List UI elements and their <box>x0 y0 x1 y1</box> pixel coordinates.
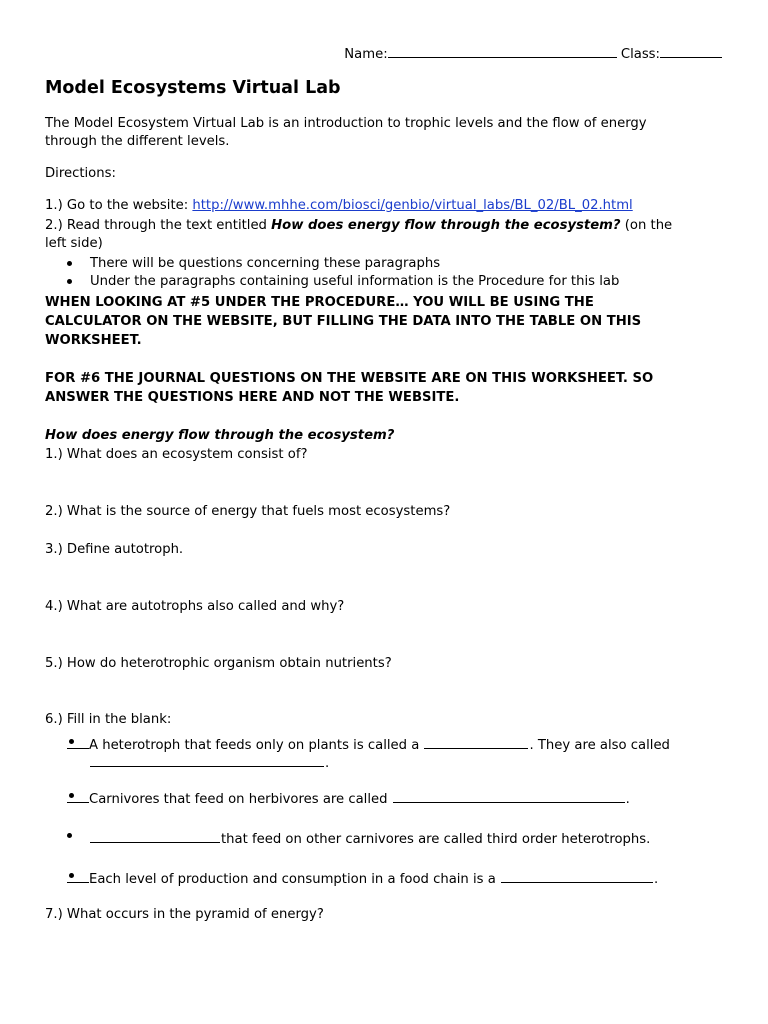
directions-label: Directions: <box>45 166 116 181</box>
note-1-line-1: WHEN LOOKING AT #5 UNDER THE PROCEDURE… YOU WILL BE USING THE <box>45 295 594 310</box>
bullet-icon <box>67 788 89 803</box>
fill-in-1-text-c: . <box>325 756 330 771</box>
fill-in-1-text-b: . They are also called <box>529 738 670 753</box>
bullet-text: There will be questions concerning these paragraphs <box>90 256 441 271</box>
fill-in-4-text-b: . <box>653 872 659 887</box>
fill-in-3-text-a: that feed on other carnivores are called third order heterotrophs. <box>221 832 651 847</box>
list-item <box>67 274 620 289</box>
name-label: Name: <box>344 47 388 62</box>
fill-in-item-4 <box>67 868 658 887</box>
fill-in-2-text-a: Carnivores that feed on herbivores are called <box>89 792 392 807</box>
fill-in-item-2 <box>67 788 630 807</box>
bullet-icon <box>67 279 72 284</box>
step-2 <box>45 218 672 233</box>
note-1-line-2: CALCULATOR ON THE WEBSITE, BUT FILLING THE DATA INTO THE TABLE ON THIS <box>45 314 642 329</box>
question-6: 6.) Fill in the blank: <box>45 712 172 727</box>
list-item <box>67 256 441 271</box>
name-field[interactable] <box>388 44 617 58</box>
question-2: 2.) What is the source of energy that fuels most ecosystems? <box>45 504 451 519</box>
blank-4[interactable] <box>501 868 653 883</box>
question-5: 5.) How do heterotrophic organism obtain nutrients? <box>45 656 392 671</box>
intro-line-2: through the different levels. <box>45 134 230 149</box>
bullet-icon <box>67 261 72 266</box>
website-link[interactable]: http://www.mhhe.com/biosci/genbio/virtual_labs/BL_02/BL_02.html <box>192 198 633 213</box>
bullet-icon <box>67 833 72 838</box>
note-2-line-1: FOR #6 THE JOURNAL QUESTIONS ON THE WEBSITE ARE ON THIS WORKSHEET. SO <box>45 371 654 386</box>
blank-2[interactable] <box>393 788 625 803</box>
fill-in-item-3 <box>67 828 651 847</box>
bullet-text: Under the paragraphs containing useful information is the Procedure for this lab <box>90 274 620 289</box>
fill-in-4-text-a: Each level of production and consumption in a food chain is a <box>89 872 500 887</box>
fill-in-item-1 <box>67 734 670 753</box>
section-heading: How does energy flow through the ecosystem? <box>45 428 395 443</box>
step-2-text: 2.) Read through the text entitled <box>45 218 272 233</box>
question-3: 3.) Define autotroph. <box>45 542 184 557</box>
question-7: 7.) What occurs in the pyramid of energy? <box>45 907 324 922</box>
blank-1b[interactable] <box>90 752 324 767</box>
step-1 <box>45 198 633 213</box>
class-label: Class: <box>620 47 660 62</box>
question-1: 1.) What does an ecosystem consist of? <box>45 447 308 462</box>
fill-in-3-row <box>90 828 650 847</box>
bullet-icon <box>67 868 89 883</box>
blank-1a[interactable] <box>424 734 528 749</box>
name-class-header <box>344 44 722 62</box>
bullet-icon <box>67 734 89 749</box>
note-2-line-2: ANSWER THE QUESTIONS HERE AND NOT THE WEBSITE. <box>45 390 460 405</box>
step-2-suffix: (on the <box>620 218 673 233</box>
step-2-line-2: left side) <box>45 236 103 251</box>
page-title: Model Ecosystems Virtual Lab <box>45 78 341 98</box>
intro-line-1: The Model Ecosystem Virtual Lab is an introduction to trophic levels and the flow of energy <box>45 116 647 131</box>
fill-in-item-1-line-2 <box>90 752 329 771</box>
step-1-text: 1.) Go to the website: <box>45 198 193 213</box>
fill-in-2-text-b: . <box>625 792 630 807</box>
blank-3[interactable] <box>90 828 220 843</box>
note-1-line-3: WORKSHEET. <box>45 333 142 348</box>
class-field[interactable] <box>660 44 722 58</box>
question-4: 4.) What are autotrophs also called and why? <box>45 599 345 614</box>
step-2-title: How does energy flow through the ecosystem? <box>271 218 621 233</box>
fill-in-1-text-a: A heterotroph that feeds only on plants is called a <box>89 738 424 753</box>
